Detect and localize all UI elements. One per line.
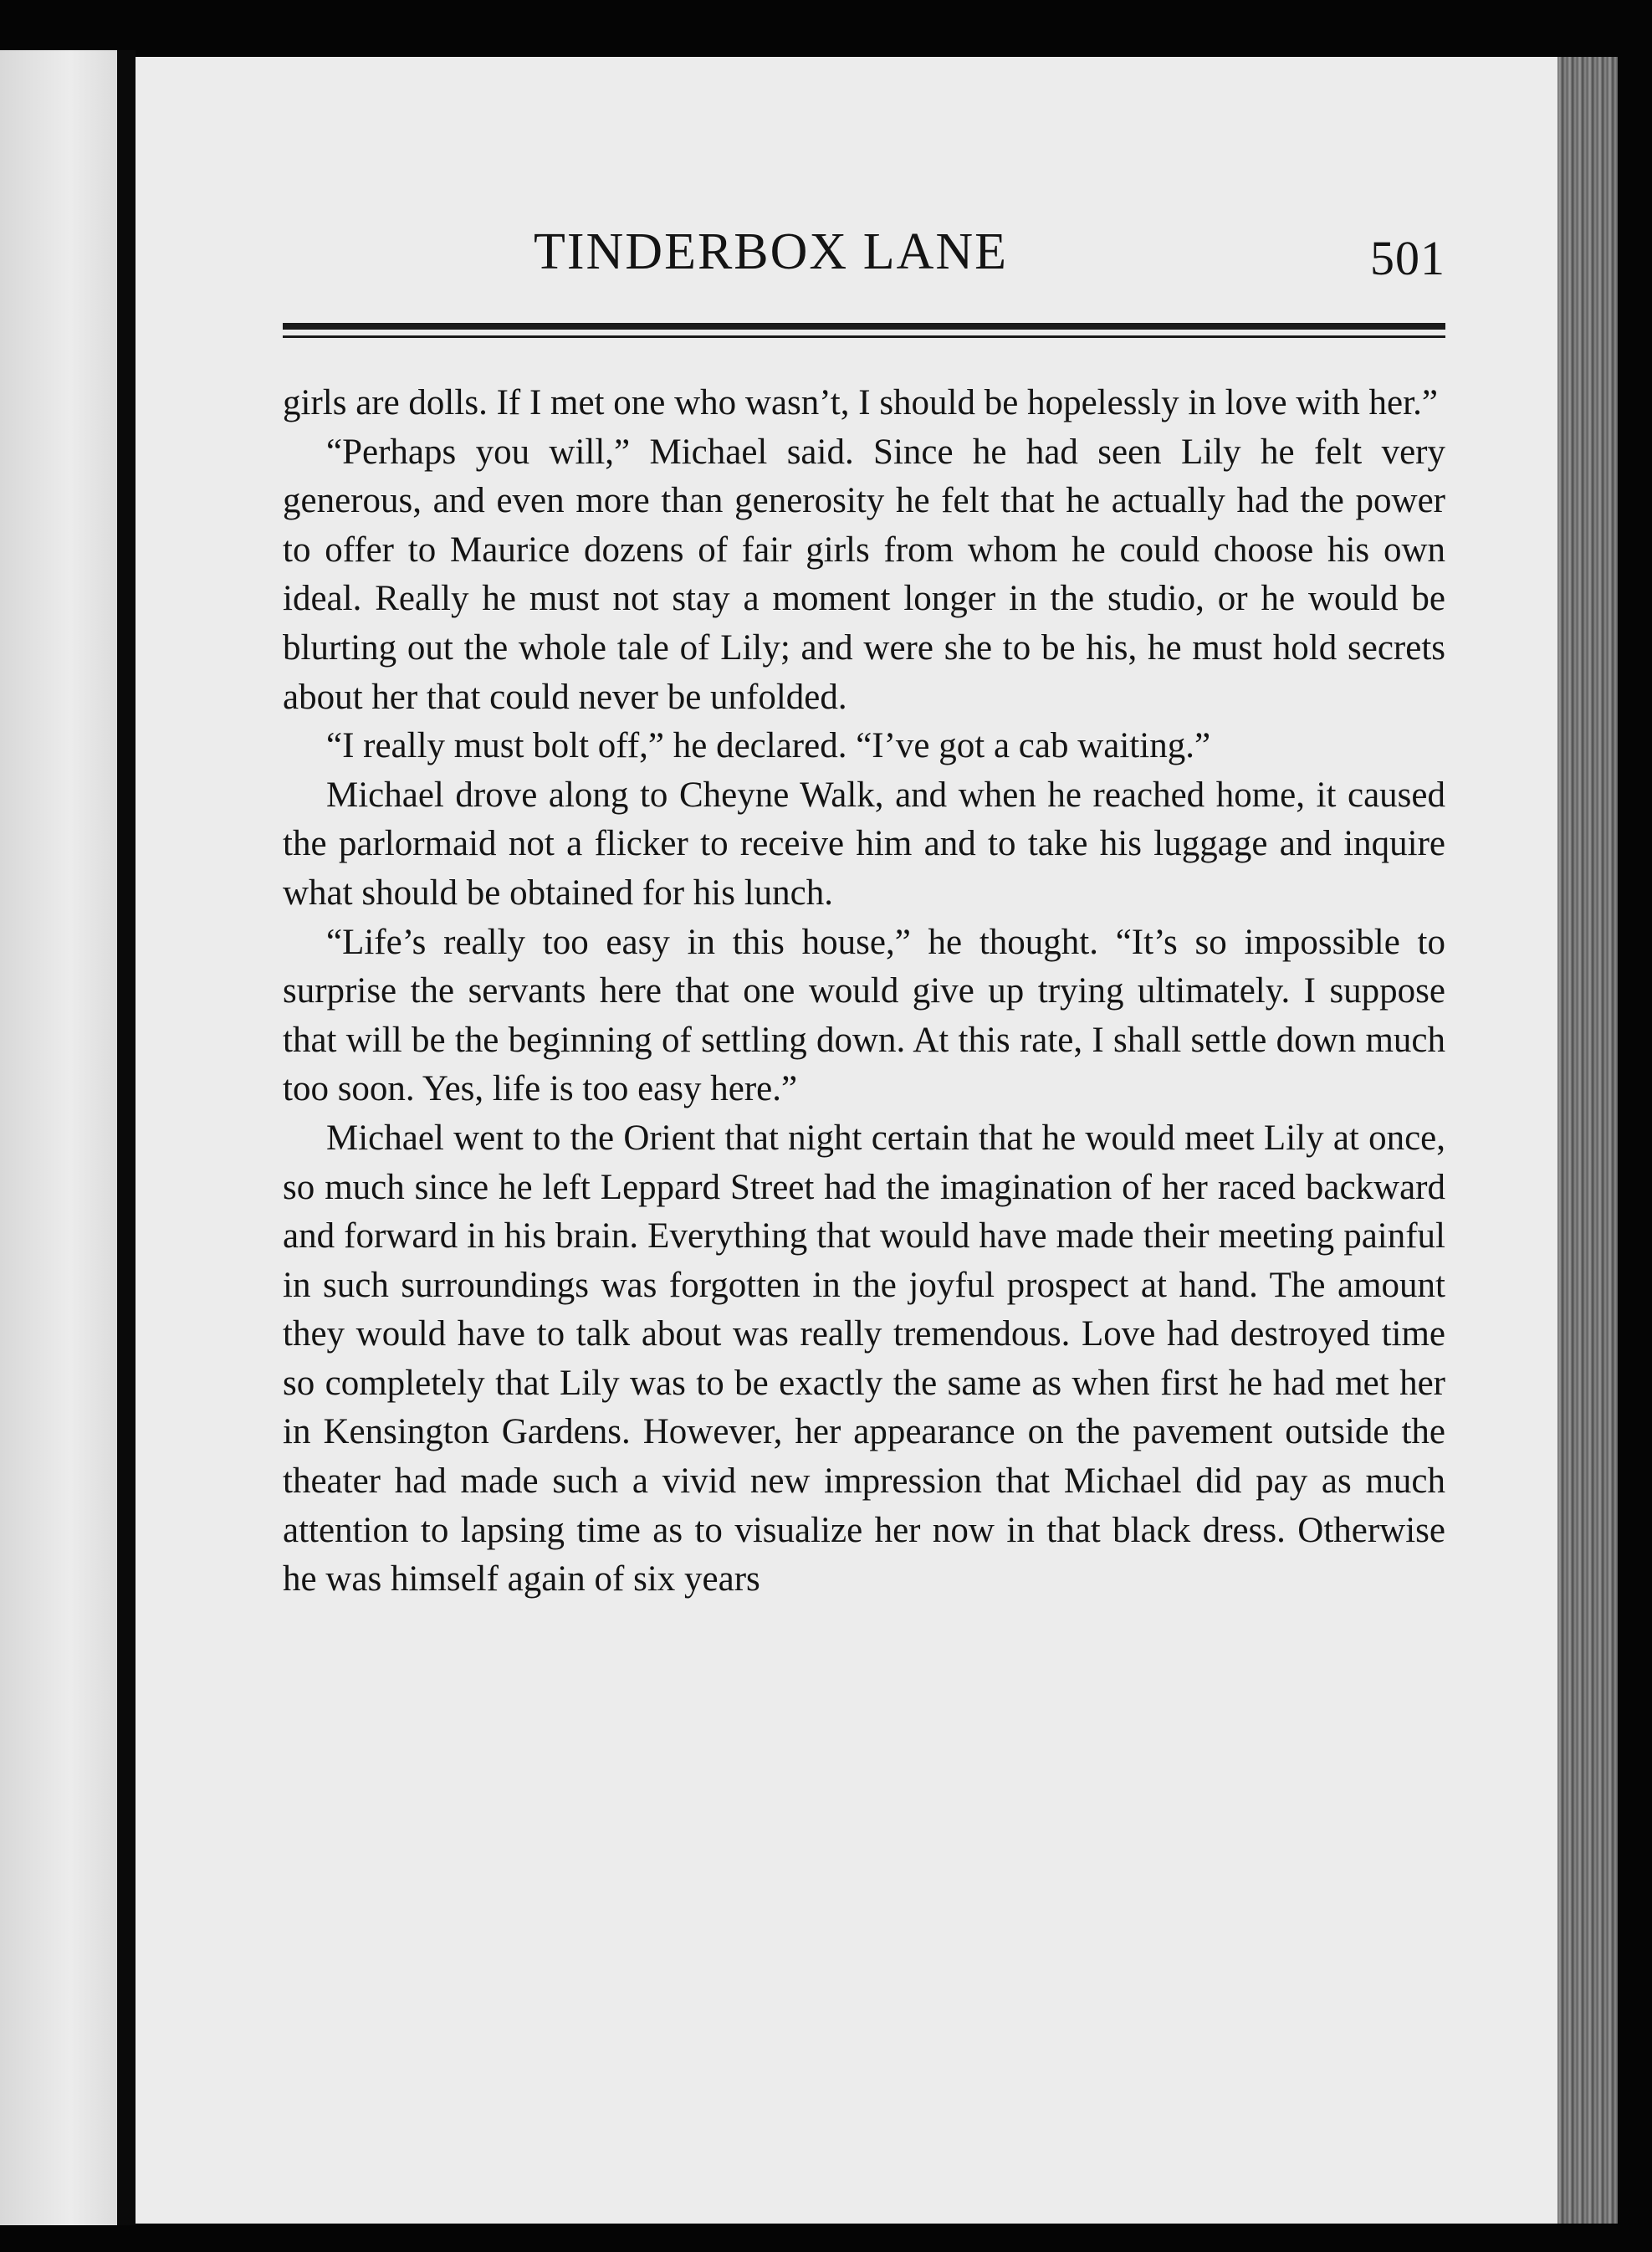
paragraph-5: “Life’s really too easy in this house,” he thought. “It’s so impossible to surprise the servants here that one would give up trying ultimately. I suppose that will be the beginning of settling down. At this rate, I shall settle down much too soon. Yes, life is too easy here.” (283, 922, 1445, 1109)
book-gutter (117, 50, 136, 2225)
running-header (283, 206, 1445, 298)
body-text (283, 379, 1445, 1605)
header-rule-thin (283, 335, 1445, 338)
facing-page-edge (0, 50, 117, 2225)
book-page (136, 57, 1557, 2224)
header-rule-thick (283, 323, 1445, 330)
page-number: 501 (1370, 231, 1445, 285)
page-block-edge (1557, 57, 1618, 2224)
paragraph-2: “Perhaps you will,” Michael said. Since he had seen Lily he felt very generous, and even more than generosity he felt that he actually had the power to offer to Maurice dozens of fair girls from whom he could choose his own ideal. Really he must not stay a moment longer in the studio, or he would be blurting out the whole tale of Lily; and were she to be his, he must hold secrets about her that could never be unfolded. (283, 432, 1445, 717)
paragraph-4: Michael drove along to Cheyne Walk, and when he reached home, it caused the parlormaid not a flicker to receive him and to take his luggage and inquire what should be obtained for his lunch. (283, 775, 1445, 913)
paragraph-6: Michael went to the Orient that night certain that he would meet Lily at once, so much since he left Leppard Street had the imagination of her raced backward and forward in his brain. Everything that would have made their meeting painful in such surroundings was forgotten in the joyful prospect at hand. The amount they would have to talk about was really tremendous. Love had destroyed time so completely that Lily was to be exactly the same as when first he had met her in Kensington Gardens. However, her appearance on the pavement outside the theater had made such a vivid new impression that Michael did pay as much attention to lapsing time as to visualize her now in that black dress. Otherwise he was himself again of six years (283, 1118, 1445, 1599)
paragraph-3: “I really must bolt off,” he declared. “I’ve got a cab waiting.” (326, 726, 1211, 766)
paragraph-1: girls are dolls. If I met one who wasn’t, I should be hopelessly in love with her.” (283, 383, 1438, 422)
running-title: TINDERBOX LANE (534, 223, 1008, 280)
